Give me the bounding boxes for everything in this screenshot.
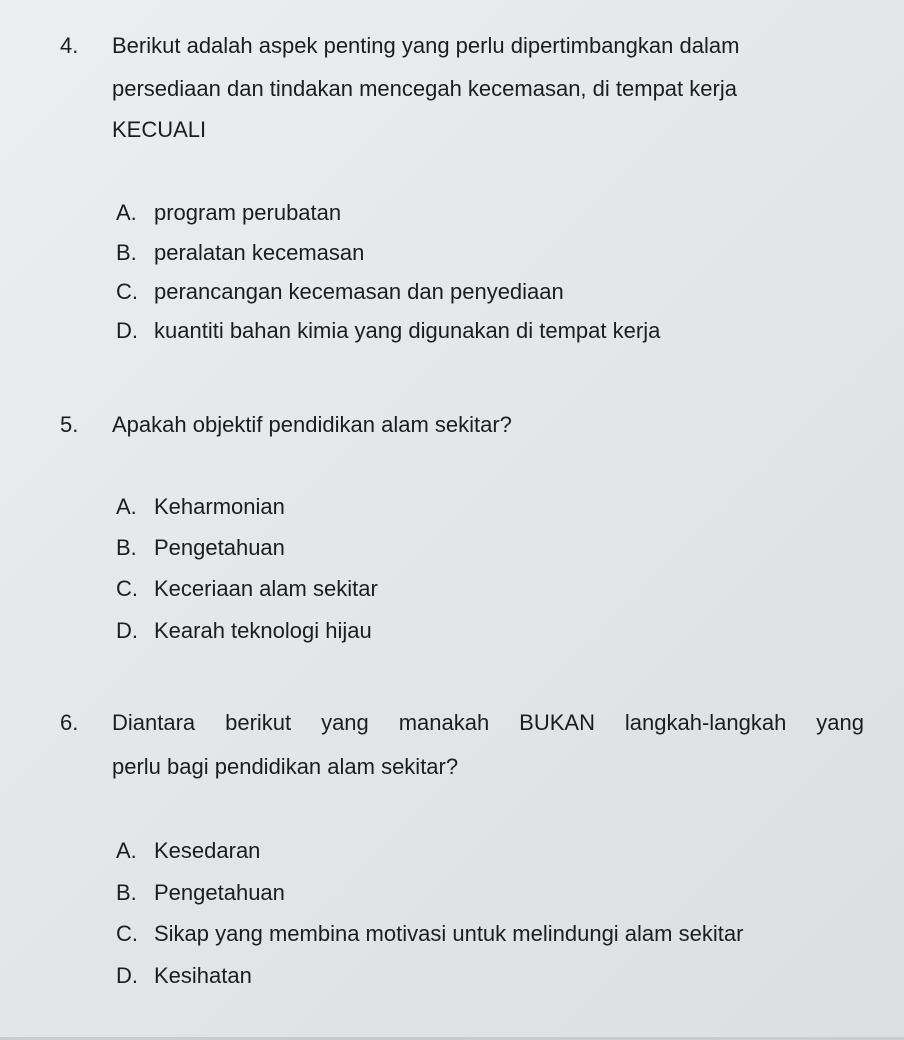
option-a xyxy=(116,494,285,520)
option-letter: C. xyxy=(116,279,138,304)
option-letter: A. xyxy=(116,494,137,519)
question-number: 5. xyxy=(60,412,79,437)
option-letter: B. xyxy=(116,880,137,905)
option-text: Keceriaan alam sekitar xyxy=(154,576,378,601)
question-text-line: Diantara berikut yang manakah BUKAN langkah-langkah yang xyxy=(112,710,864,735)
question-text-line: Berikut adalah aspek penting yang perlu dipertimbangkan dalam xyxy=(112,33,740,58)
option-text: Kesedaran xyxy=(154,838,261,863)
question-text-line: Apakah objektif pendidikan alam sekitar? xyxy=(112,412,512,437)
option-text: Kesihatan xyxy=(154,963,252,988)
option-letter: D. xyxy=(116,318,138,343)
question-text-line: perlu bagi pendidikan alam sekitar? xyxy=(112,754,459,779)
option-c xyxy=(116,576,378,602)
option-text: Kearah teknologi hijau xyxy=(154,618,372,643)
option-b xyxy=(116,880,285,906)
option-text: program perubatan xyxy=(154,200,342,225)
option-c xyxy=(116,921,743,947)
option-text: perancangan kecemasan dan penyediaan xyxy=(154,279,564,304)
option-a xyxy=(116,200,341,226)
option-letter: C. xyxy=(116,576,138,601)
option-letter: C. xyxy=(116,921,138,946)
question-text-line: persediaan dan tindakan mencegah kecemasan, di tempat kerja xyxy=(112,76,737,101)
option-text: kuantiti bahan kimia yang digunakan di tempat kerja xyxy=(154,318,661,343)
option-letter: D. xyxy=(116,618,138,643)
option-c xyxy=(116,279,564,305)
question-number: 6. xyxy=(60,710,79,735)
option-text: Pengetahuan xyxy=(154,880,285,905)
question-text-line: KECUALI xyxy=(112,117,207,142)
option-text: Keharmonian xyxy=(154,494,285,519)
option-text: Sikap yang membina motivasi untuk melindungi alam sekitar xyxy=(154,921,744,946)
option-letter: B. xyxy=(116,535,137,560)
option-letter: B. xyxy=(116,240,137,265)
option-letter: D. xyxy=(116,963,138,988)
option-a xyxy=(116,838,260,864)
question-number: 4. xyxy=(60,33,79,58)
option-d xyxy=(116,618,372,644)
option-b xyxy=(116,240,364,266)
option-text: peralatan kecemasan xyxy=(154,240,365,265)
option-letter: A. xyxy=(116,200,137,225)
option-d xyxy=(116,318,660,344)
option-text: Pengetahuan xyxy=(154,535,285,560)
option-letter: A. xyxy=(116,838,137,863)
option-d xyxy=(116,963,252,989)
option-b xyxy=(116,535,285,561)
